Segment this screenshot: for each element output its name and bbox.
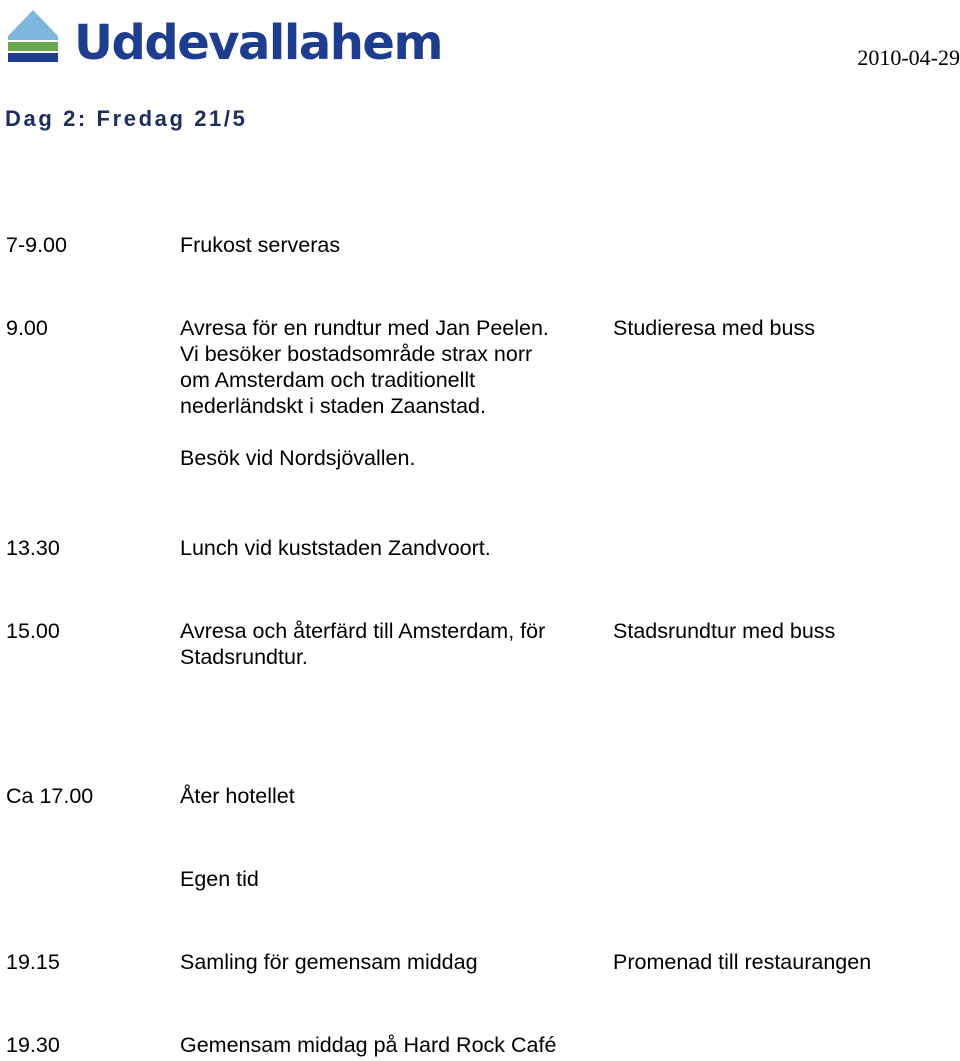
house-logo-icon <box>6 6 62 66</box>
schedule-note: Stadsrundtur med buss <box>613 619 836 643</box>
schedule-note: Promenad till restaurangen <box>613 950 872 974</box>
schedule-time: 13.30 <box>6 536 60 560</box>
schedule-description <box>180 315 605 471</box>
logo-wordmark: Uddevallahem <box>74 15 442 71</box>
schedule-description <box>180 535 605 561</box>
schedule-time: 19.30 <box>6 1033 60 1057</box>
description-line: Lunch vid kuststaden Zandvoort. <box>180 536 491 560</box>
schedule-time: 7-9.00 <box>6 233 67 257</box>
schedule-description <box>180 949 605 975</box>
schedule-time: Ca 17.00 <box>6 784 94 808</box>
schedule-time: 19.15 <box>6 950 60 974</box>
description-line: Åter hotellet <box>180 784 295 808</box>
description-line: om Amsterdam och traditionellt <box>180 368 476 392</box>
schedule-description <box>180 232 605 258</box>
schedule-time: 9.00 <box>6 316 48 340</box>
schedule-description <box>180 783 605 809</box>
schedule-time: 15.00 <box>6 619 60 643</box>
description-line: Gemensam middag på Hard Rock Café <box>180 1033 557 1057</box>
description-line: Stadsrundtur. <box>180 645 308 669</box>
schedule-description <box>180 866 605 892</box>
schedule-note: Studieresa med buss <box>613 316 815 340</box>
description-line: Frukost serveras <box>180 233 341 257</box>
description-line: Avresa för en rundtur med Jan Peelen. <box>180 316 549 340</box>
description-line: Avresa och återfärd till Amsterdam, för <box>180 619 546 643</box>
description-line: nederländskt i staden Zaanstad. <box>180 394 486 418</box>
schedule-description <box>180 1032 605 1058</box>
day-heading: Dag 2: Fredag 21/5 <box>5 106 248 131</box>
schedule-description <box>180 618 605 670</box>
description-extra: Besök vid Nordsjövallen. <box>180 446 416 470</box>
description-line: Samling för gemensam middag <box>180 950 478 974</box>
uddevallahem-logo <box>6 4 442 71</box>
description-line: Egen tid <box>180 867 259 891</box>
description-line: Vi besöker bostadsområde strax norr <box>180 342 533 366</box>
document-date: 2010-04-29 <box>857 45 960 70</box>
